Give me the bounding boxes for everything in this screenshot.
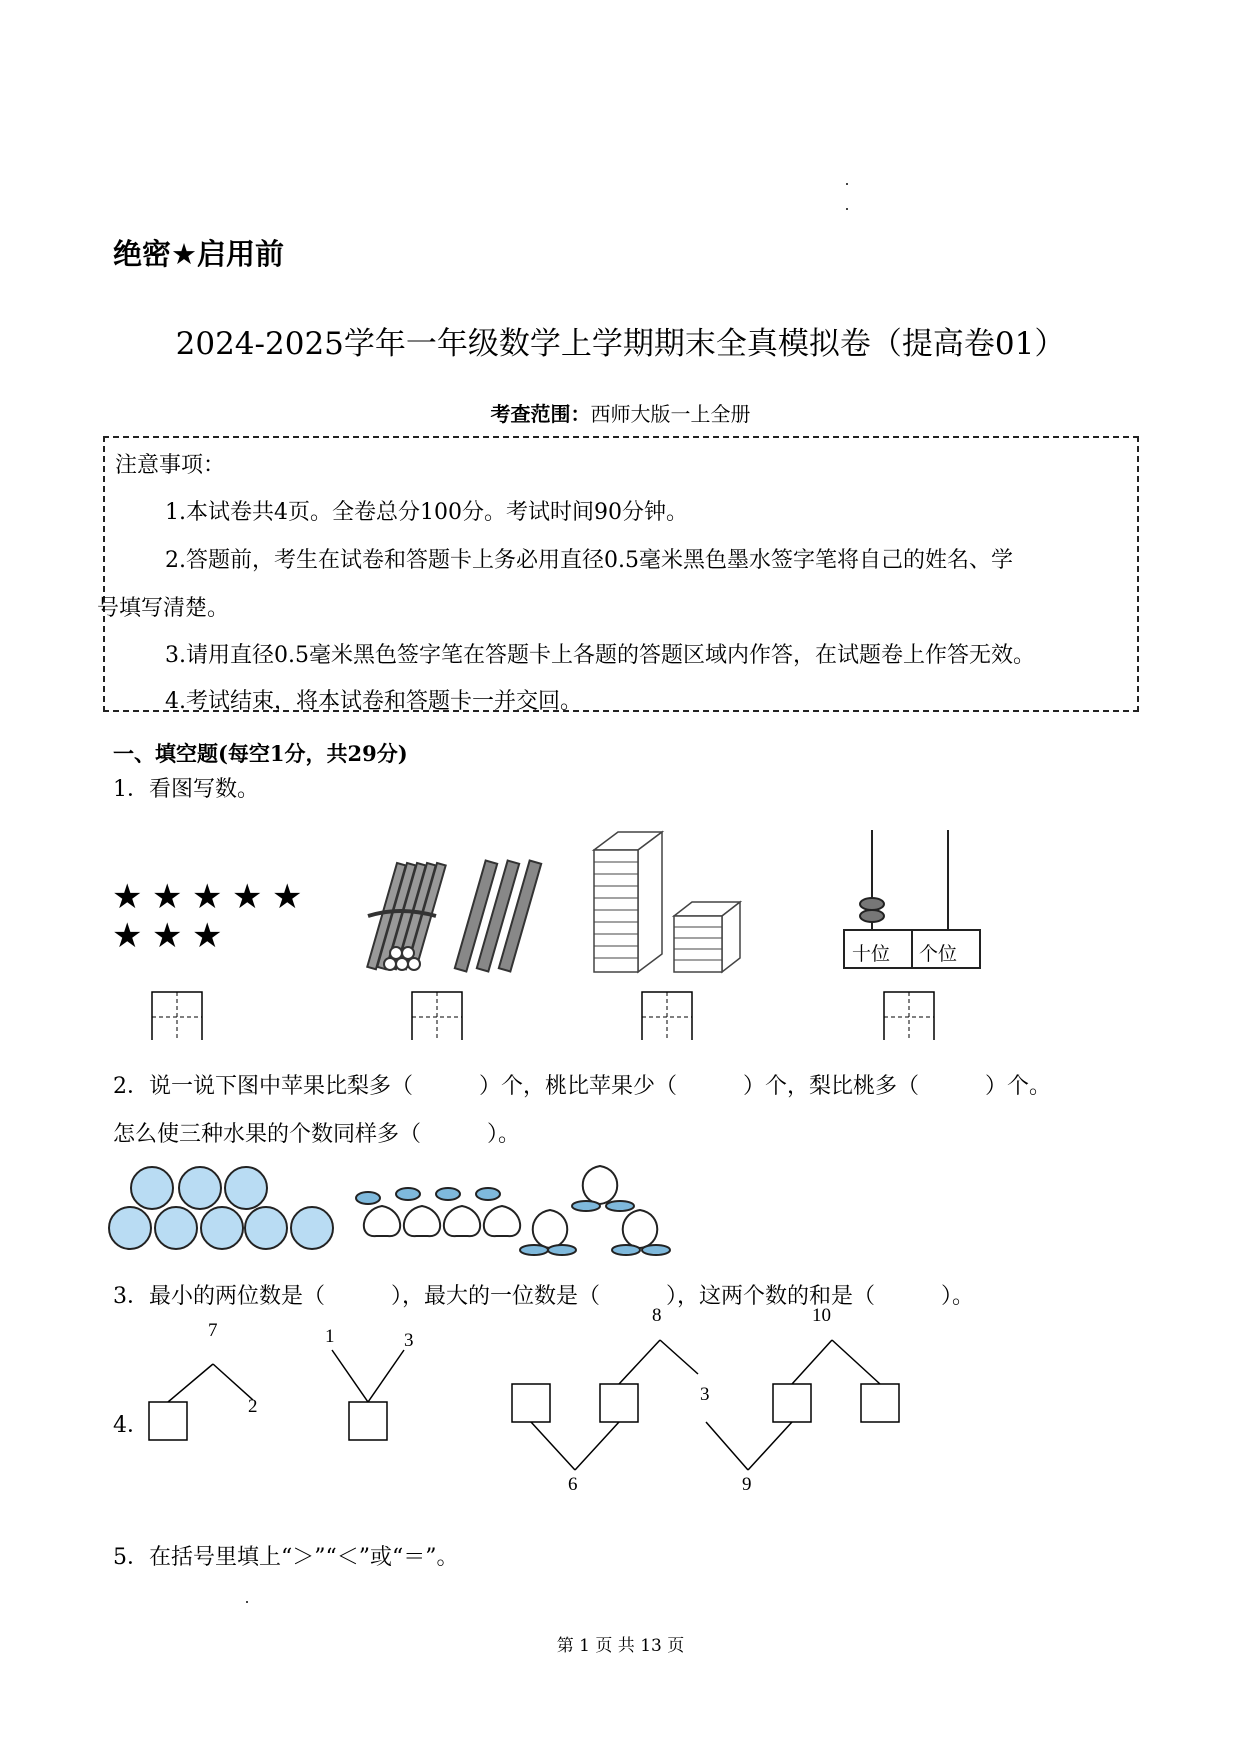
question-3: 3．最小的两位数是（ ），最大的一位数是（ ），这两个数的和是（ ）。 [113, 1284, 975, 1309]
notice-line-4: 4.考试结束，将本试卷和答题卡一并交回。 [165, 689, 582, 714]
q4-d2-right: 3 [404, 1330, 414, 1351]
q4-d1-right: 2 [248, 1396, 258, 1417]
speck [846, 183, 848, 185]
speck [846, 208, 848, 210]
notice-box [97, 436, 1139, 714]
cube-blocks-icon [594, 832, 740, 972]
q4-d2-left: 1 [325, 1326, 335, 1347]
section-heading: 一、填空题(每空1分，共29分) [113, 741, 408, 766]
svg-text:★: ★ [272, 877, 303, 917]
q4-d3-top: 8 [652, 1305, 662, 1326]
apples-icon [109, 1167, 333, 1249]
speck [246, 1601, 248, 1603]
q4-d4-bottom: 9 [742, 1474, 752, 1495]
notice-line-2-cont: 号填写清楚。 [97, 596, 230, 621]
svg-text:★: ★ [112, 916, 143, 956]
stick-bundle-icon [367, 861, 541, 972]
svg-text:★: ★ [192, 877, 223, 917]
notice-line-3: 3.请用直径0.5毫米黑色签字笔在答题卡上各题的答题区域内作答，在试题卷上作答无效。 [165, 643, 1035, 668]
question-2-line-2: 怎么使三种水果的个数同样多（ ）。 [113, 1122, 521, 1147]
scope-value: 西师大版一上全册 [590, 402, 751, 426]
pears-icon [356, 1188, 520, 1236]
peaches-icon [520, 1166, 670, 1255]
page-title: 2024-2025学年一年级数学上学期期末全真模拟卷（提高卷01） [175, 326, 1066, 362]
stars-icon [112, 877, 302, 956]
scope-label: 考查范围： [490, 402, 591, 426]
question-4-label: 4． [113, 1413, 149, 1438]
notice-heading: 注意事项： [115, 453, 226, 478]
notice-line-2: 2.答题前，考生在试卷和答题卡上务必用直径0.5毫米黑色墨水签字笔将自己的姓名、学 [165, 548, 1013, 573]
exam-scope [0, 398, 1241, 427]
svg-text:★: ★ [112, 877, 143, 917]
q2-fruits [100, 1158, 740, 1258]
abacus-ones-label: 个位 [919, 943, 958, 965]
answer-grids [152, 992, 934, 1040]
svg-text:★: ★ [192, 916, 223, 956]
q4-d5-top: 10 [812, 1305, 831, 1326]
secret-label: 绝密★启用前 [113, 237, 284, 271]
q4-d1-top: 7 [208, 1320, 218, 1341]
svg-text:★: ★ [232, 877, 263, 917]
q4-diagrams [100, 1310, 960, 1510]
svg-text:★: ★ [152, 877, 183, 917]
svg-text:★: ★ [152, 916, 183, 956]
page-footer: 第 1 页 共 13 页 [556, 1636, 685, 1656]
q1-figures [100, 820, 1120, 1040]
q4-d4-center: 3 [700, 1384, 710, 1405]
question-2-line-1: 2．说一说下图中苹果比梨多（ ）个，桃比苹果少（ ）个，梨比桃多（ ）个。 [113, 1074, 1052, 1099]
notice-line-1: 1.本试卷共4页。全卷总分100分。考试时间90分钟。 [165, 500, 688, 525]
abacus-tens-label: 十位 [852, 943, 891, 965]
question-5: 5．在括号里填上“＞”“＜”或“＝”。 [113, 1545, 459, 1570]
q4-d3-bottom: 6 [568, 1474, 578, 1495]
question-1: 1．看图写数。 [113, 777, 259, 802]
